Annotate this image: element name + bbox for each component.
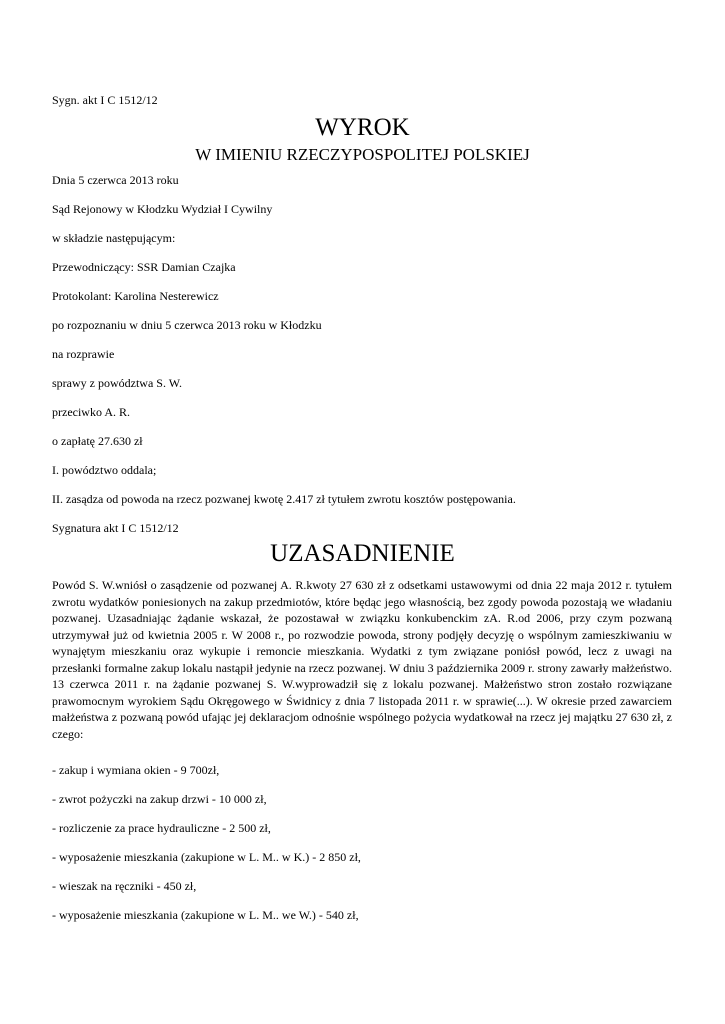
expense-item: - wyposażenie mieszkania (zakupione w L. M.. we W.) - 540 zł, — [52, 908, 359, 922]
defendant-line: przeciwko A. R. — [52, 405, 130, 419]
justification-paragraph: Powód S. W.wniósł o zasądzenie od pozwanej A. R.kwoty 27 630 zł z odsetkami ustawowymi od dnia 22 maja 2012 r. tytułem zwrotu wydatków poniesionych na zakup przedmiotów, które będąc jego własnością, bez zgody powoda pozostają we władaniu pozwanej. Uzasadniając żądanie wskazał, że pozostawał w związku konkubenckim zA. R.od 2006, przy czym pozwaną utrzymywał już od kwietnia 2005 r. W 2008 r., po rozwodzie powoda, strony podjęły decyzję o wspólnym zamieszkiwaniu w wynajętym mieszkaniu oraz wykupie i remoncie mieszkania. Wydatki z tym związane poniósł powód, lecz z uwagi na przesłanki formalne zakup lokalu nastąpił jedynie na rzecz pozwanej. W dniu 3 października 2009 r. strony zawarły małżeństwo. 13 czerwca 2011 r. na żądanie pozwanej S. W.wyprowadził się z lokalu pozwanej. Małżeństwo stron zostało rozwiązane prawomocnym wyrokiem Sądu Okręgowego w Świdnicy z dnia 7 listopada 2011 r. w sprawie(...). W okresie przed zawarciem małżeństwa z pozwaną powód ufając jej deklaracjom odnośnie wspólnego pożycia wydatkował na rzecz jej majątku 27 630 zł, z czego: — [52, 578, 672, 741]
justification-title: UZASADNIENIE — [270, 540, 455, 567]
ruling-point-2: II. zasądza od powoda na rzecz pozwanej kwotę 2.417 zł tytułem zwrotu kosztów postępowania. — [52, 492, 516, 506]
plaintiff-line: sprawy z powództwa S. W. — [52, 376, 182, 390]
ruling-point-1: I. powództwo oddala; — [52, 463, 157, 477]
clerk-line: Protokolant: Karolina Nesterewicz — [52, 289, 219, 303]
hearing-line: po rozpoznaniu w dniu 5 czerwca 2013 roku w Kłodzku — [52, 318, 322, 332]
composition-line: w składzie następującym: — [52, 231, 176, 245]
signature-bottom: Sygnatura akt I C 1512/12 — [52, 521, 179, 535]
expense-item: - rozliczenie za prace hydrauliczne - 2 500 zł, — [52, 821, 271, 835]
expense-item: - zakup i wymiana okien - 9 700zł, — [52, 763, 220, 777]
judgment-subtitle: W IMIENIU RZECZYPOSPOLITEJ POLSKIEJ — [195, 145, 530, 164]
expense-item: - wieszak na ręczniki - 450 zł, — [52, 879, 197, 893]
judgment-title: WYROK — [315, 114, 410, 141]
expense-item: - wyposażenie mieszkania (zakupione w L. M.. w K.) - 2 850 zł, — [52, 850, 361, 864]
signature-top: Sygn. akt I C 1512/12 — [52, 93, 158, 107]
presiding-judge-line: Przewodniczący: SSR Damian Czajka — [52, 260, 236, 274]
date-line: Dnia 5 czerwca 2013 roku — [52, 173, 179, 187]
claim-amount-line: o zapłatę 27.630 zł — [52, 434, 143, 448]
trial-line: na rozprawie — [52, 347, 115, 361]
court-line: Sąd Rejonowy w Kłodzku Wydział I Cywilny — [52, 202, 273, 216]
expense-item: - zwrot pożyczki na zakup drzwi - 10 000 zł, — [52, 792, 267, 806]
